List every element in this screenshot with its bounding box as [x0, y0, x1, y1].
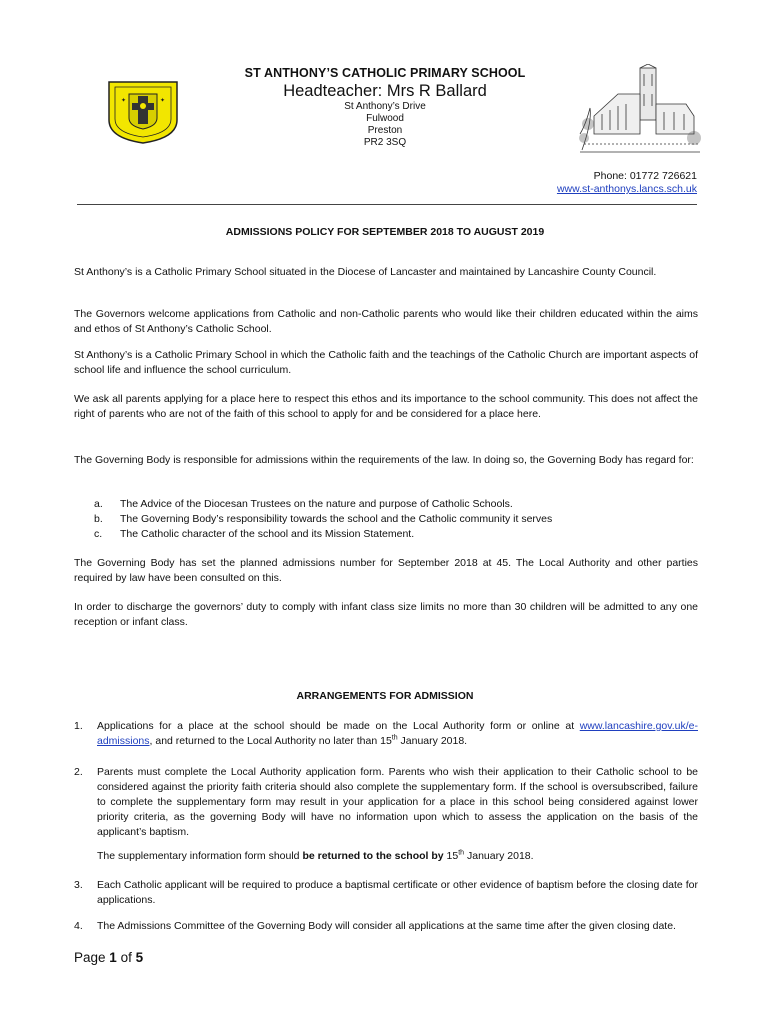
list-text: The Advice of the Diocesan Trustees on the nature and purpose of Catholic Schools.: [120, 498, 513, 510]
item-number: 1.: [74, 720, 83, 732]
paragraph: The Governing Body is responsible for admissions within the requirements of the law. In doing so, the Governing Body has regard for:: [74, 454, 694, 466]
list-marker: a.: [94, 498, 103, 510]
paragraph: In order to discharge the governors’ duty to comply with infant class size limits no more than 30 children will be admitted to any one reception or infant class.: [74, 601, 698, 628]
policy-title: ADMISSIONS POLICY FOR SEPTEMBER 2018 TO AUGUST 2019: [225, 226, 545, 238]
school-header: [220, 66, 550, 149]
item-text: The Admissions Committee of the Governing Body will consider all applications at the same time after the given closing date.: [97, 920, 676, 932]
website-link[interactable]: www.st-anthonys.lancs.sch.uk: [556, 183, 697, 195]
arrangement-item-1: [74, 719, 698, 749]
item-number: 3.: [74, 879, 83, 891]
school-name: ST ANTHONY’S CATHOLIC PRIMARY SCHOOL: [244, 66, 526, 80]
list-text: The Catholic character of the school and its Mission Statement.: [120, 528, 415, 540]
arrangement-item-2: [74, 765, 698, 840]
paragraph: We ask all parents applying for a place here to respect this ethos and its importance to the school community. This does not affect the right of parents who are not of the faith of this school to apply for and be considered for a place here.: [74, 393, 698, 420]
regard-list: [94, 497, 654, 542]
page-number: Page 1 of 5: [74, 950, 144, 965]
paragraph: St Anthony’s is a Catholic Primary School situated in the Diocese of Lancaster and maintained by Lancashire County Council.: [74, 266, 657, 278]
headteacher: Headteacher: Mrs R Ballard: [283, 82, 487, 100]
list-marker: b.: [94, 513, 103, 525]
item-number: 2.: [74, 766, 83, 778]
address-line-4: PR2 3SQ: [363, 137, 407, 148]
list-marker: c.: [94, 528, 103, 540]
address-line-3: Preston: [367, 125, 403, 136]
list-item: [94, 527, 654, 542]
contact-block: [557, 170, 697, 196]
supplementary-form-note: The supplementary information form should be returned to the school by 15th January 2018.: [97, 849, 534, 862]
paragraph: St Anthony’s is a Catholic Primary School in which the Catholic faith and the teachings of the Catholic Church are important aspects of school life and influence the school curriculum.: [74, 349, 698, 376]
phone-number: Phone: 01772 726621: [593, 170, 697, 182]
paragraph: The Governing Body has set the planned admissions number for September 2018 at 45. The Local Authority and other parties required by law have been consulted on this.: [74, 557, 698, 584]
paragraph: The Governors welcome applications from Catholic and non-Catholic parents who would like their children educated within the aims and ethos of St Anthony’s Catholic School.: [74, 308, 698, 335]
item-text: Each Catholic applicant will be required to produce a baptismal certificate or other evidence of baptism before the closing date for applications.: [97, 879, 698, 906]
e-admissions-link[interactable]: www.lancashire.gov.uk/e-admissions: [97, 720, 698, 747]
list-text: The Governing Body’s responsibility towards the school and the Catholic community it serves: [120, 513, 553, 525]
address-line-1: St Anthony’s Drive: [344, 101, 426, 112]
arrangements-title: ARRANGEMENTS FOR ADMISSION: [296, 690, 474, 702]
svg-text:✦: ✦: [121, 97, 127, 104]
list-item: [94, 512, 654, 527]
header-divider: [77, 204, 697, 205]
list-item: [94, 497, 654, 512]
item-text: Parents must complete the Local Authority application form. Parents who wish their application to their Catholic school to be considered against the priority faith criteria should also complete the supplementary form. If the school is oversubscribed, failure to complete the supplementary form may result in your application for a place in this school being considered against lower priority criteria, as the governing Body will have no information upon which to assess the application on the basis of the applicant’s baptism.: [97, 766, 698, 838]
church-illustration: [578, 64, 702, 154]
arrangement-item-3: [74, 878, 698, 908]
arrangement-item-4: [74, 919, 698, 934]
item-text: Applications for a place at the school should be made on the Local Authority form or online at www.lancashire.gov.uk/e-admissions, and returned to the Local Authority no later than 15th January 2018.: [97, 720, 698, 747]
item-number: 4.: [74, 920, 83, 932]
svg-text:✦: ✦: [160, 97, 166, 104]
address-line-2: Fulwood: [366, 113, 404, 124]
school-crest-logo: [107, 80, 179, 144]
